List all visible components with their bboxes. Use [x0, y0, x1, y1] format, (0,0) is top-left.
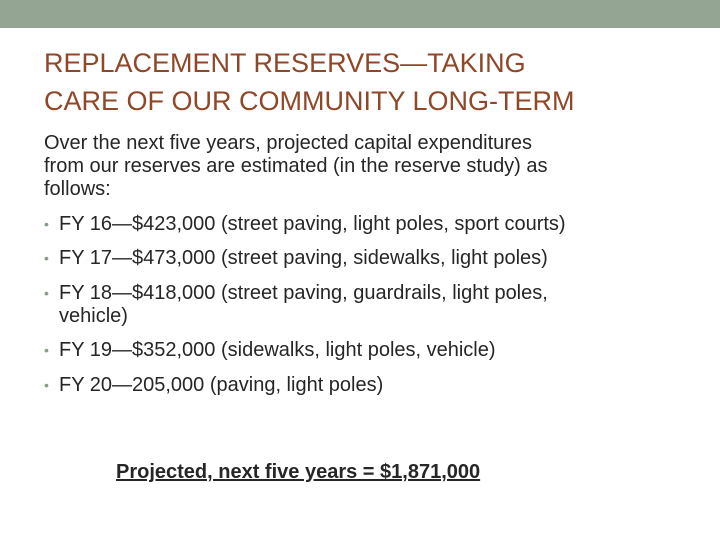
slide-title	[44, 44, 684, 120]
list-item-fy20	[44, 374, 694, 397]
list-item-fy19	[44, 339, 694, 362]
list-item-fy18	[44, 282, 694, 328]
intro-paragraph	[44, 132, 694, 201]
intro-line-3: follows:	[44, 178, 111, 200]
bullet-icon: •	[44, 215, 49, 232]
bullet-icon: •	[44, 250, 49, 266]
list-item-text: FY 17—$473,000 (street paving, sidewalks, light poles)	[59, 247, 548, 269]
list-item-text-continued: vehicle)	[59, 304, 128, 327]
bullet-icon: •	[44, 342, 49, 358]
slide-title-line-2: CARE OF OUR COMMUNITY LONG-TERM	[44, 86, 575, 116]
slide-title-line-1: REPLACEMENT RESERVES—TAKING	[44, 48, 526, 78]
list-item-fy16	[44, 213, 694, 236]
list-item-text: FY 20—205,000 (paving, light poles)	[59, 373, 384, 396]
top-accent-band	[0, 0, 720, 28]
list-item-text: FY 19—$352,000 (sidewalks, light poles, vehicle)	[59, 339, 496, 361]
list-item-text: FY 16—$423,000 (street paving, light poles, sport courts)	[59, 212, 566, 235]
list-item-text: FY 18—$418,000 (street paving, guardrails, light poles,	[59, 281, 548, 304]
intro-line-1: Over the next five years, projected capital expenditures	[44, 132, 533, 154]
bullet-icon: •	[44, 284, 49, 301]
intro-line-2: from our reserves are estimated (in the reserve study) as	[44, 155, 548, 177]
projected-total: Projected, next five years = $1,871,000	[116, 461, 481, 483]
bullet-icon: •	[44, 376, 49, 393]
expenditure-list	[44, 213, 694, 397]
list-item-fy17	[44, 247, 694, 270]
slide-body	[44, 132, 694, 397]
